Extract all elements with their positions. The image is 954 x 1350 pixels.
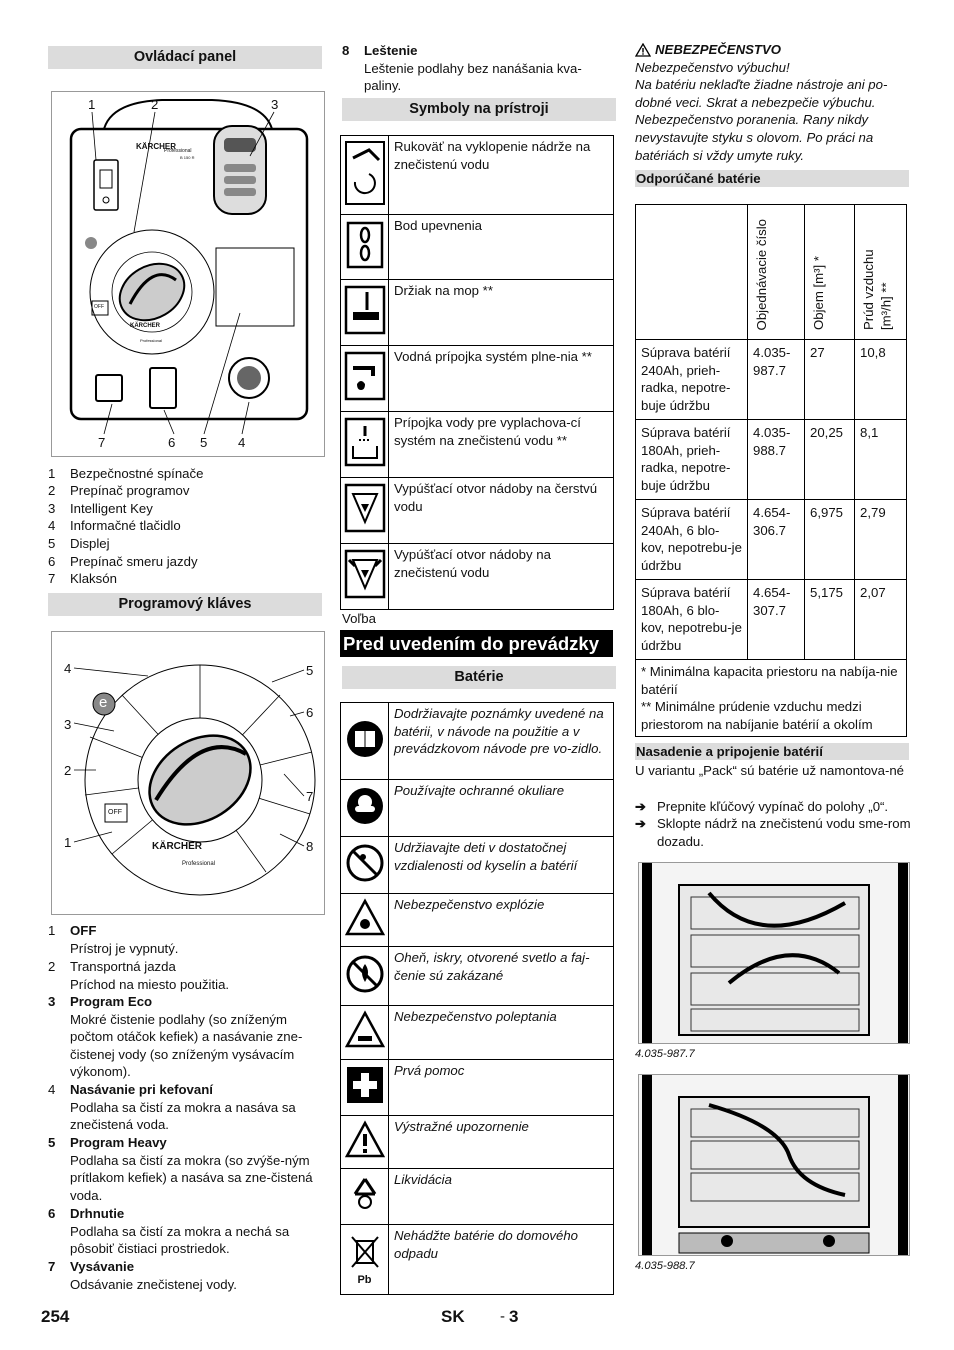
- danger-box: NEBEZPEČENSTVO Nebezpečenstvo výbuchu! Na batériu neklaďte žiadne nástroje ani po- dobné veci. Skrat a nebezpečie výbuchu. Nebezpečenstvo poranenia. Rany nikdy nevystavujte styku s olovom. Po práci na batériách si vždy umyte ruky.: [635, 42, 888, 163]
- section-title-battery: Batérie: [342, 666, 616, 689]
- list-item: 3 Program Eco Mokré čistenie podlahy (so zníženým počtom otáčok kefiek) a nasávanie zne-čistenej vody (so zníženým vysávacím výkonom).: [48, 994, 303, 1080]
- fig1-number-5: 5: [200, 435, 208, 450]
- step-item: ➔ Sklopte nádrž na znečistenú vodu sme-rom dozadu.: [635, 816, 911, 849]
- table-row: Pb Nehádžte batérie do domového odpadu: [341, 1225, 614, 1295]
- list-item: 5 Displej: [48, 536, 110, 551]
- mop-holder-icon: [343, 284, 387, 336]
- warning-icon: [345, 1120, 385, 1160]
- arrow-right-icon: ➔: [635, 799, 647, 814]
- fig1-number-7: 7: [98, 435, 106, 450]
- table-row: Prípojka vody pre vyplachova-cí systém na znečistenú vodu **: [341, 412, 614, 478]
- fig1-number-1: 1: [88, 97, 96, 112]
- list-item: 4 Nasávanie pri kefovaní Podlaha sa čistí za mokra a nasáva sa znečistená voda.: [48, 1082, 296, 1133]
- list-item: 6 Prepínač smeru jazdy: [48, 554, 198, 569]
- control-panel-figure: [51, 91, 325, 457]
- fig2-number-6: 6: [306, 705, 314, 720]
- caption-1: 4.035-987.7: [635, 1048, 695, 1060]
- table-row: Držiak na mop **: [341, 280, 614, 346]
- section-title-before-start: Pred uvedením do prevádzky: [340, 630, 613, 657]
- symbols-table: [340, 135, 614, 610]
- caption-2: 4.035-988.7: [635, 1260, 695, 1272]
- danger-warning-icon: [635, 43, 651, 57]
- fig1-off-label: OFF: [94, 304, 104, 310]
- keep-children-away-icon: [345, 843, 385, 883]
- explosion-hazard-icon: [345, 898, 385, 938]
- col-header-order: Objednávacie číslo: [754, 218, 769, 331]
- fig2-off-label: OFF: [108, 809, 122, 816]
- fig2-number-3: 3: [64, 717, 72, 732]
- fig1-number-2: 2: [151, 97, 159, 112]
- table-row: Výstražné upozornenie: [341, 1116, 614, 1169]
- list-item: 5 Program Heavy Podlaha sa čistí za mokra (so zvýše-ným prítlakom kefiek) a nasáva sa zne-čistená voda.: [48, 1135, 313, 1203]
- step-item: ➔ Prepnite kľúčový vypínač do polohy „0“.: [635, 799, 889, 814]
- battery-warning-table: [340, 702, 614, 1295]
- fig2-number-5: 5: [306, 663, 314, 678]
- col-header-airflow: Prúd vzduchu [m³/h] **: [861, 249, 894, 331]
- recycling-icon: [345, 1174, 385, 1214]
- eco-e-icon: e: [99, 694, 108, 711]
- section-page-number: 3: [509, 1307, 519, 1326]
- fig2-number-1: 1: [64, 835, 72, 850]
- table-row: Bod upevnenia: [341, 215, 614, 280]
- fig2-brand: KÄRCHER: [152, 841, 202, 852]
- page-number: 254: [41, 1307, 70, 1326]
- table-row: [636, 205, 907, 340]
- fig1-brand: KÄRCHER: [136, 142, 176, 151]
- safety-goggles-icon: [345, 786, 385, 826]
- table-row: Likvidácia: [341, 1169, 614, 1225]
- list-item: 1 Bezpečnostné spínače: [48, 466, 204, 481]
- list-item: 2 Transportná jazda Príchod na miesto použitia.: [48, 959, 230, 992]
- list-item: 2 Prepínač programov: [48, 483, 190, 498]
- no-fire-icon: [345, 954, 385, 994]
- battery-table: [635, 204, 907, 737]
- table-note-2: ** Minimálne prúdenie vzduchu medzi priestorom na nabíjanie batérií a okolím: [641, 699, 873, 732]
- list-item: 4 Informačné tlačidlo: [48, 518, 181, 533]
- corrosion-hazard-icon: [345, 1010, 385, 1050]
- table-row: Súprava batérií 240Ah, 6 blo-kov, nepotrebu-je údržbu 4.654-306.7 6,975 2,79: [636, 500, 907, 580]
- table-row: Vypúšťací otvor nádoby na čerstvú vodu: [341, 478, 614, 544]
- list-item: 6 Drhnutie Podlaha sa čistí za mokra a nechá sa pôsobiť čistiaci prostriedok.: [48, 1206, 290, 1257]
- fig2-number-7: 7: [306, 789, 314, 804]
- battery-photo-2: [638, 1074, 910, 1256]
- arrow-right-icon: ➔: [635, 816, 647, 831]
- language-code: SK: [441, 1307, 465, 1326]
- fig2-number-4: 4: [64, 661, 72, 676]
- fig2-brand-sub: Professional: [182, 861, 216, 867]
- table-note-1: * Minimálna kapacita priestoru na nabíja-nie batérií: [641, 664, 898, 697]
- table-row: Súprava batérií 180Ah, 6 blo-kov, nepotrebu-je údržbu 4.654-307.7 5,175 2,07: [636, 580, 907, 660]
- list-item: 7 Klaksón: [48, 571, 117, 586]
- no-household-waste-icon: [348, 1233, 382, 1269]
- dirty-water-drain-icon: [343, 548, 387, 600]
- table-row: Dodržiavajte poznámky uvedené na batérii, v návode na použitie a v prevádzkovom návode pre vo-zidlo.: [341, 703, 614, 780]
- first-aid-icon: [345, 1065, 385, 1105]
- fig1-number-4: 4: [238, 435, 246, 450]
- table-row: Súprava batérií 180Ah, prieh-radka, nepotre-buje údržbu 4.035-988.7 20,25 8,1: [636, 420, 907, 500]
- fig1-model: B 150 R: [180, 155, 195, 160]
- fig2-number-8: 8: [306, 839, 314, 854]
- section-title-program-key: Programový kláves: [48, 593, 322, 616]
- flushing-system-icon: [343, 416, 387, 468]
- footer-separator: -: [500, 1308, 505, 1325]
- volba-label: Voľba: [342, 611, 376, 626]
- fig1-dial-brand-sub: Professional: [140, 338, 163, 343]
- table-row: Súprava batérií 240Ah, prieh-radka, nepotre-buje údržbu 4.035-987.7 27 10,8: [636, 340, 907, 420]
- table-note-row: [636, 660, 907, 737]
- list-item: 1 OFF Prístroj je vypnutý.: [48, 923, 179, 956]
- list-item: 3 Intelligent Key: [48, 501, 153, 516]
- section-title-insert: Nasadenie a pripojenie batérií: [635, 743, 909, 760]
- table-row: Vodná prípojka systém plne-nia **: [341, 346, 614, 412]
- fastening-point-icon: [345, 220, 385, 270]
- program-item-8: 8 Leštenie Leštenie podlahy bez nanášania kva-paliny.: [342, 43, 582, 94]
- pb-label: Pb: [357, 1273, 372, 1286]
- table-row: Prvá pomoc: [341, 1060, 614, 1116]
- table-row: Udržiavajte deti v dostatočnej vzdialenosti od kyselín a batérií: [341, 837, 614, 894]
- water-connection-icon: [343, 350, 387, 402]
- program-key-drawing: [52, 632, 325, 915]
- table-row: Rukoväť na vyklopenie nádrže na znečistenú vodu: [341, 136, 614, 215]
- fig1-dial-brand: KÄRCHER: [130, 323, 160, 329]
- table-row: Nebezpečenstvo poleptania: [341, 1006, 614, 1060]
- table-row: Nebezpečenstvo explózie: [341, 894, 614, 947]
- col-header-volume: Objem [m³] *: [811, 256, 826, 331]
- fig1-brand-sub: Professional: [164, 148, 192, 154]
- battery-photo-1: [638, 862, 910, 1044]
- fig2-number-2: 2: [64, 763, 72, 778]
- insert-text: U variantu „Pack“ sú batérie už namontova-né: [635, 763, 905, 778]
- manual-info-icon: [345, 719, 385, 759]
- table-row: Oheň, iskry, otvorené svetlo a faj-čenie sú zakázané: [341, 947, 614, 1006]
- fresh-water-drain-icon: [343, 482, 387, 534]
- table-row: Vypúšťací otvor nádoby na znečistenú vodu: [341, 544, 614, 610]
- fig1-number-3: 3: [271, 97, 279, 112]
- fig1-number-6: 6: [168, 435, 176, 450]
- table-row: Používajte ochranné okuliare: [341, 780, 614, 837]
- section-title-control-panel: Ovládací panel: [48, 46, 322, 69]
- control-panel-drawing: [52, 92, 325, 457]
- section-title-symbols: Symboly na prístroji: [342, 98, 616, 121]
- section-title-recommended: Odporúčané batérie: [635, 170, 909, 187]
- program-key-figure: [51, 631, 325, 915]
- tilt-tank-icon: [343, 138, 387, 208]
- list-item: 7 Vysávanie Odsávanie znečistenej vody.: [48, 1259, 237, 1292]
